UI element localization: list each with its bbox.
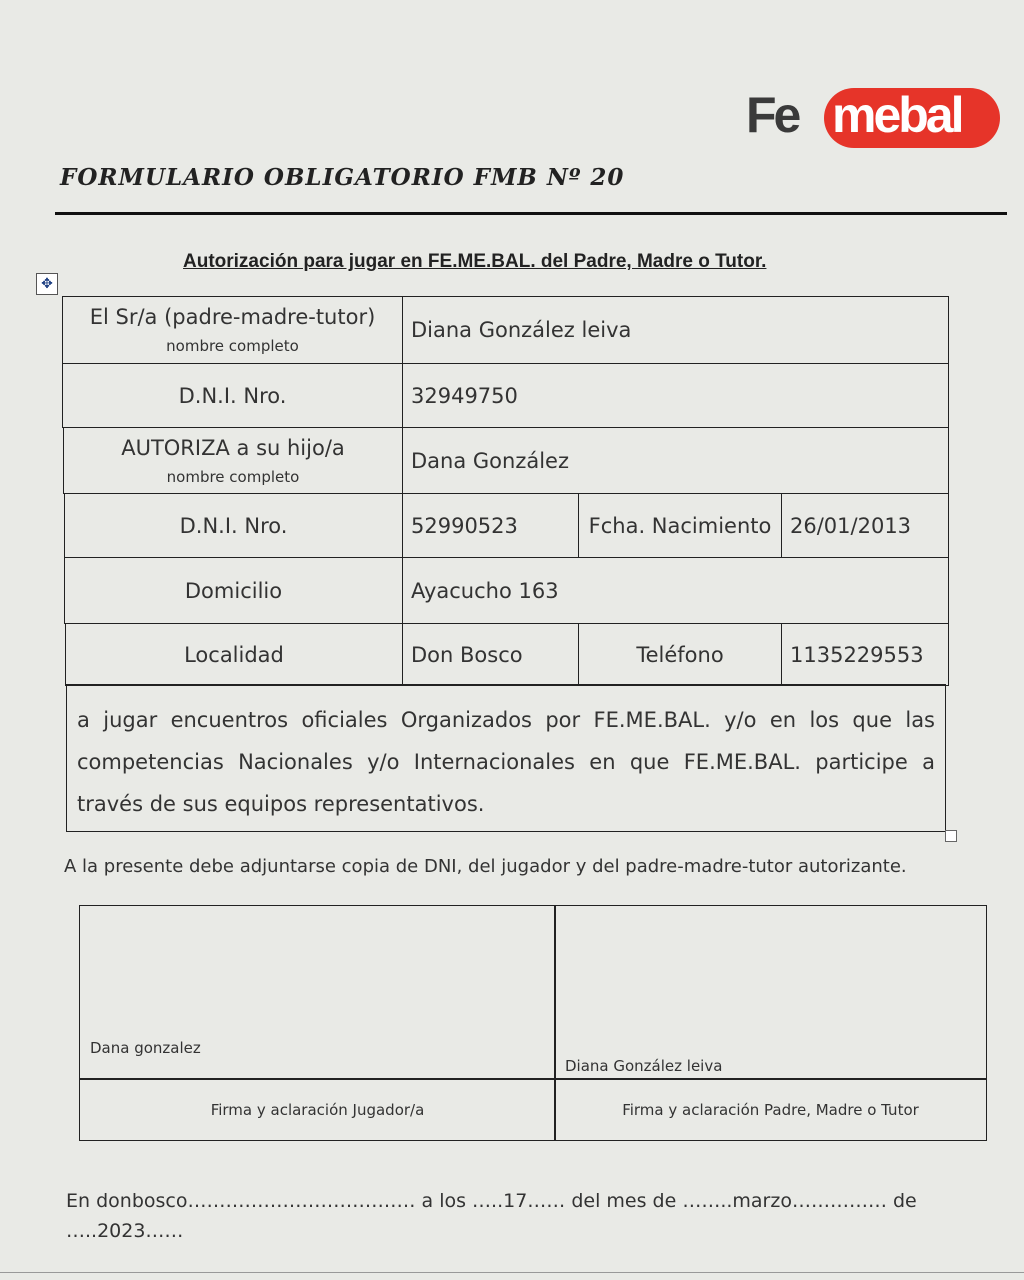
page-bottom-edge — [0, 1272, 1024, 1273]
document-subtitle: Autorización para jugar en FE.ME.BAL. del Padre, Madre o Tutor. — [183, 251, 767, 272]
locality-label: Localidad — [184, 642, 284, 667]
parent-signature-box[interactable] — [554, 905, 987, 1080]
parent-dni-value: 32949750 — [411, 383, 518, 408]
form-title: FORMULARIO OBLIGATORIO FMB Nº 20 — [60, 164, 625, 191]
player-signature-box[interactable] — [79, 905, 556, 1080]
child-dni-label: D.N.I. Nro. — [179, 513, 288, 538]
child-name-cell[interactable] — [402, 427, 949, 494]
parent-sublabel: nombre completo — [166, 337, 299, 355]
phone-value: 1135229553 — [790, 642, 924, 667]
parent-name-value: Diana González leiva — [411, 318, 632, 342]
table-move-handle-icon[interactable]: ✥ — [36, 273, 58, 295]
phone-label: Teléfono — [636, 642, 724, 667]
birth-label: Fcha. Nacimiento — [588, 513, 772, 538]
femebal-logo — [746, 82, 1002, 152]
parent-label-cell — [62, 296, 403, 364]
birth-date-cell[interactable] — [781, 493, 949, 558]
address-cell[interactable] — [402, 557, 949, 624]
closing-statement[interactable] — [66, 1186, 946, 1246]
closing-line-1: En donbosco……………………………… a los …..17…… del mes de ……..marzo…………… de — [66, 1190, 917, 1212]
child-dni-label-cell — [64, 493, 403, 558]
child-label-cell — [63, 427, 403, 494]
child-sublabel: nombre completo — [166, 467, 300, 486]
closing-line-2: …..2023…… — [66, 1220, 184, 1242]
birth-date-value: 26/01/2013 — [790, 513, 912, 538]
player-signature-name: Dana gonzalez — [90, 1039, 201, 1057]
birth-label-cell — [578, 493, 782, 558]
parent-signature-name: Diana González leiva — [565, 1057, 723, 1075]
address-label: Domicilio — [184, 578, 283, 603]
phone-cell[interactable] — [781, 623, 949, 686]
table-resize-handle[interactable] — [945, 830, 957, 842]
locality-value: Don Bosco — [411, 642, 523, 667]
child-label: AUTORIZA a su hijo/a — [121, 435, 345, 460]
authorization-paragraph[interactable]: a jugar encuentros oficiales Organizados por FE.ME.BAL. y/o en los que las competencias Nacionales y/o Internacionales en que FE.ME.BAL. participe a través de sus equipos representativos. — [66, 684, 946, 832]
child-dni-value: 52990523 — [411, 513, 518, 538]
phone-label-cell — [578, 623, 782, 686]
logo-suffix: mebal — [832, 87, 962, 143]
parent-name-cell[interactable] — [402, 296, 949, 364]
child-name-value: Dana González — [411, 448, 569, 473]
parent-dni-label: D.N.I. Nro. — [178, 383, 287, 408]
address-value: Ayacucho 163 — [411, 578, 559, 603]
address-label-cell — [64, 557, 403, 624]
locality-cell[interactable] — [402, 623, 579, 686]
parent-caption-cell — [554, 1078, 987, 1141]
parent-caption: Firma y aclaración Padre, Madre o Tutor — [622, 1100, 919, 1119]
player-caption: Firma y aclaración Jugador/a — [210, 1100, 425, 1119]
parent-dni-label-cell — [62, 363, 403, 428]
parent-label: El Sr/a (padre-madre-tutor) — [89, 305, 376, 329]
logo-prefix: Fe — [746, 87, 799, 143]
attachment-note: A la presente debe adjuntarse copia de DNI, del jugador y del padre-madre-tutor autorizante. — [64, 856, 907, 877]
child-dni-cell[interactable] — [402, 493, 579, 558]
player-caption-cell — [79, 1078, 556, 1141]
locality-label-cell — [65, 623, 403, 686]
header-divider — [55, 212, 1007, 215]
parent-dni-cell[interactable] — [402, 363, 949, 428]
